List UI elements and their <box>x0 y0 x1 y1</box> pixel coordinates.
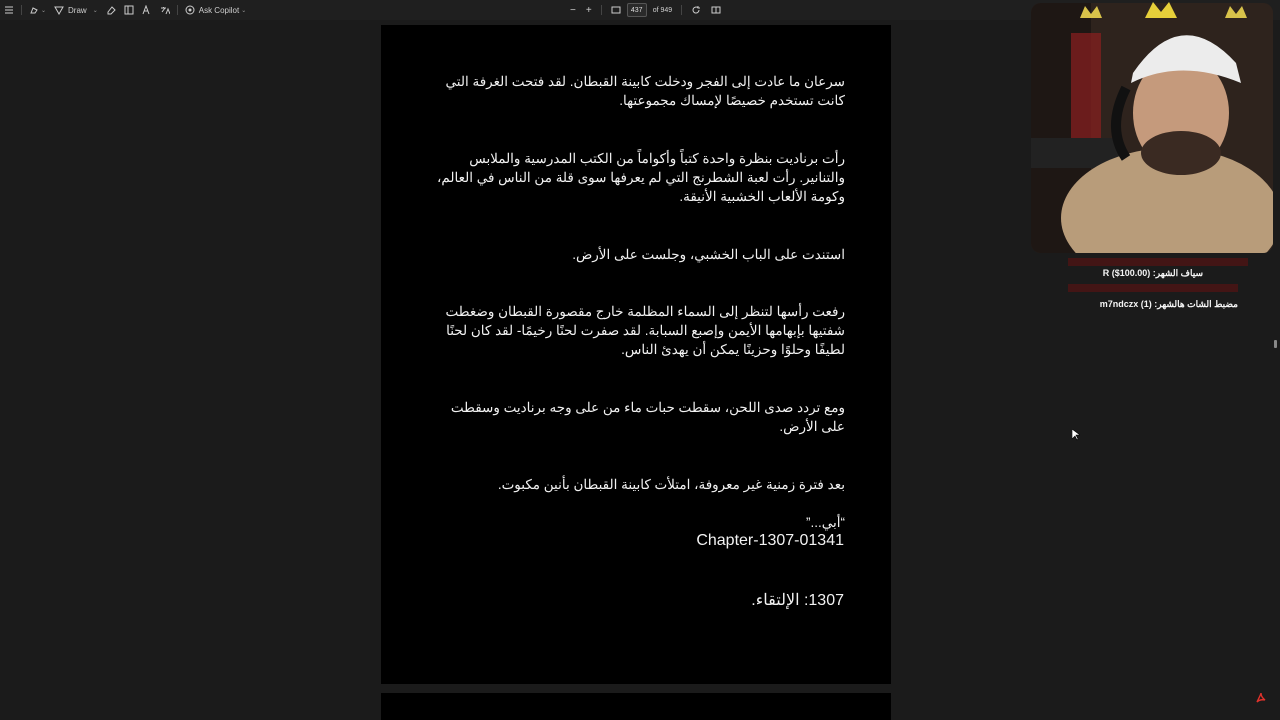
zoom-out-button[interactable] <box>566 0 580 20</box>
book-icon <box>711 5 721 15</box>
rotate-icon <box>691 5 701 15</box>
layout-icon <box>124 5 134 15</box>
fit-page-button[interactable] <box>607 0 625 20</box>
contents-button[interactable] <box>0 0 18 20</box>
divider <box>681 5 682 15</box>
view-button[interactable] <box>120 0 138 20</box>
fit-page-icon <box>611 5 621 15</box>
copilot-icon <box>185 5 195 15</box>
page-number-input[interactable]: 437 <box>627 3 647 17</box>
list-icon <box>4 5 14 15</box>
translate-icon <box>160 5 170 15</box>
read-aloud-icon <box>142 5 152 15</box>
eraser-icon <box>106 5 116 15</box>
page-total: of 949 <box>652 6 673 14</box>
paragraph: سرعان ما عادت إلى الفجر ودخلت كابينة القبطان. لقد فتحت الغرفة التي كانت تستخدم خصيصًا لإمساك مجموعتها. <box>445 74 845 108</box>
scrollbar-thumb[interactable] <box>1274 340 1277 348</box>
top-donor-label: سياف الشهر: R ($100.00) <box>1102 268 1203 278</box>
divider <box>601 5 602 15</box>
chapter-title: 1307: الإلتقاء. <box>751 592 844 609</box>
paragraph: رفعت رأسها لتنظر إلى السماء المظلمة خارج مقصورة القبطان وضغطت شفتيها بإبهامها الأيمن وإصبع السبابة. لقد صفرت لحنًا رخيمًا- لقد كان لحنًا لطيفًا وحلوًا وحزينًا يمكن أن يهدئ الناس. <box>445 304 845 357</box>
webcam-feed <box>1031 3 1273 253</box>
translate-button[interactable] <box>156 0 174 20</box>
zoom-in-button[interactable] <box>582 0 596 20</box>
ask-copilot-button[interactable] <box>181 0 251 20</box>
draw-label: Draw <box>68 5 87 15</box>
paragraph: “أبي...” <box>805 515 845 530</box>
crown-decoration-icon <box>1060 0 1275 22</box>
paragraph: رأت برناديت بنظرة واحدة كتباً وأكواماً من الكتب المدرسية والملابس والتنانير. رأت لعبة الشطرنج التي لم يعرفها سوى قلة من الناس في العالم، وكومة الألعاب الخشبية الأنيقة. <box>437 151 845 204</box>
plus-icon: + <box>585 4 592 16</box>
pdf-icon <box>1255 692 1267 704</box>
chapter-id: Chapter-1307-01341 <box>696 532 844 549</box>
draw-button[interactable] <box>50 0 102 20</box>
chevron-down-icon[interactable]: ⌄ <box>241 7 247 14</box>
chevron-down-icon[interactable]: ⌄ <box>92 7 98 14</box>
page-view-button[interactable] <box>707 0 725 20</box>
mouse-cursor-icon <box>1072 429 1080 441</box>
erase-button[interactable] <box>102 0 120 20</box>
streamer-image <box>1031 3 1273 253</box>
divider <box>21 5 22 15</box>
divider <box>177 5 178 15</box>
paragraph: بعد فترة زمنية غير معروفة، امتلأت كابينة القبطان بأنين مكبوت. <box>497 477 845 492</box>
document-page <box>381 25 891 684</box>
ask-copilot-label: Ask Copilot <box>198 5 240 15</box>
top-chatter-label: مضبط الشات هالشهر: m7ndczx (1) <box>1099 299 1238 309</box>
draw-icon <box>54 5 64 15</box>
highlighter-icon <box>29 5 39 15</box>
overlay-banner <box>1068 284 1238 292</box>
paragraph: استندت على الباب الخشبي، وجلست على الأرض. <box>572 247 845 262</box>
paragraph: ومع تردد صدى اللحن، سقطت حبات ماء من على وجه برناديت وسقطت على الأرض. <box>450 400 845 434</box>
overlay-banner <box>1068 258 1248 266</box>
next-document-page <box>381 693 891 720</box>
page-navigation <box>566 0 725 20</box>
highlight-button[interactable] <box>25 0 50 20</box>
rotate-button[interactable] <box>687 0 705 20</box>
read-aloud-button[interactable] <box>138 0 156 20</box>
minus-icon: − <box>570 4 576 16</box>
chevron-down-icon[interactable]: ⌄ <box>41 7 47 14</box>
